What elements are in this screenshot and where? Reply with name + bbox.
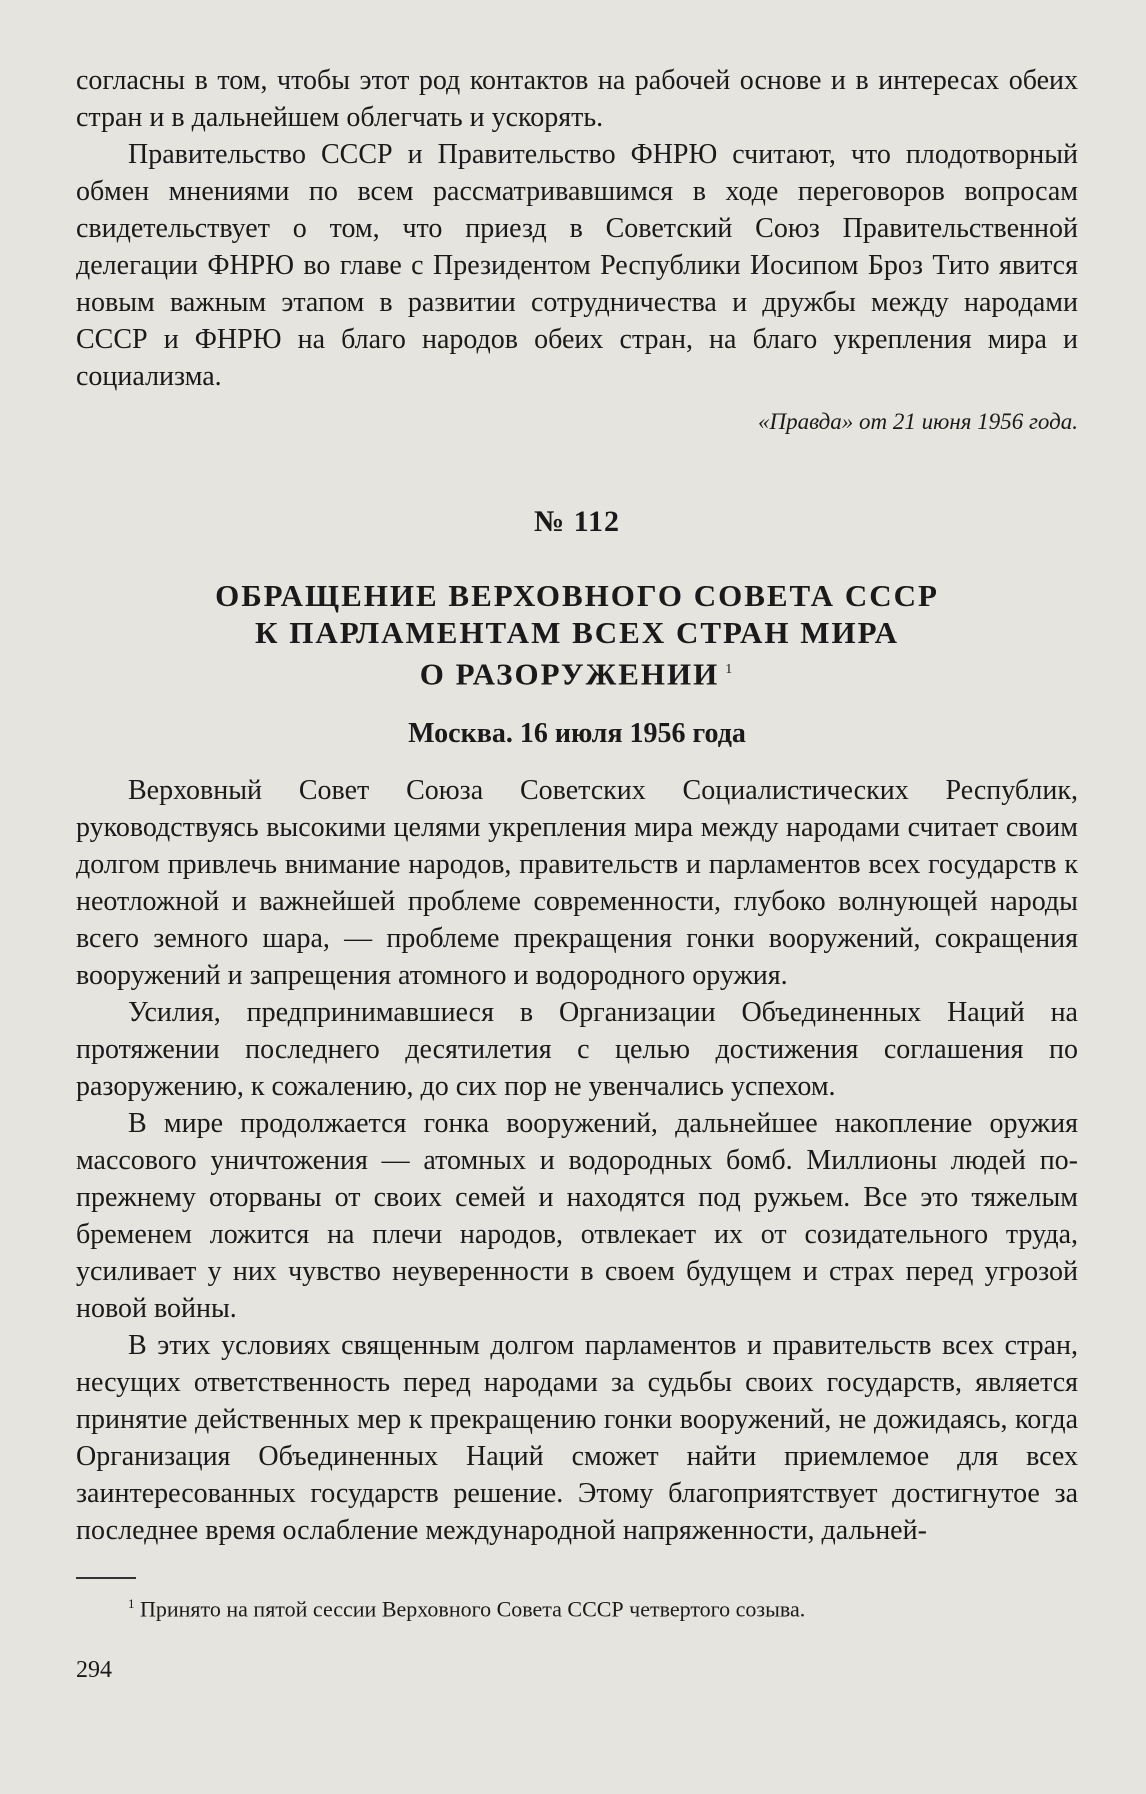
paragraph: В этих условиях священным долгом парламентов и правительств всех стран, несущих ответственность перед народами за судьбы своих государств, является принятие действенных мер к прекращению гонки вооружений, не дожидаясь, когда Организация Объединенных Наций сможет найти приемлемое для всех заинтересованных государств решение. Этому благоприятствует достигнутое за последнее время ослабление международной напряженности, дальней- bbox=[76, 1330, 1078, 1547]
title-line: О РАЗОРУЖЕНИИ bbox=[419, 656, 720, 692]
footnote-reference: 1 bbox=[725, 662, 735, 677]
title-line: К ПАРЛАМЕНТАМ ВСЕХ СТРАН МИРА bbox=[255, 615, 899, 650]
paragraph-continuation: согласны в том, чтобы этот род контактов на рабочей основе и в интересах обеих стран и в дальнейшем облегчать и ускорять. bbox=[76, 65, 1078, 133]
title-line-last bbox=[76, 651, 1078, 692]
title-line: ОБРАЩЕНИЕ ВЕРХОВНОГО СОВЕТА СССР bbox=[215, 578, 939, 613]
paragraph: Усилия, предпринимавшиеся в Организации Объединенных Наций на протяжении последнего десятилетия с целью достижения соглашения по разоружению, к сожалению, до сих пор не увенчались успехом. bbox=[76, 997, 1078, 1103]
footnote-text: Принято на пятой сессии Верховного Совета СССР четвертого созыва. bbox=[140, 1596, 806, 1622]
footnote bbox=[76, 1589, 1078, 1624]
dateline: Москва. 16 июля 1956 года bbox=[408, 718, 746, 750]
paragraph: В мире продолжается гонка вооружений, дальнейшее накопление оружия массового уничтожения — атомных и водородных бомб. Миллионы людей по-прежнему оторваны от своих семей и находятся под ружьем. Все это тяжелым бременем ложится на плечи народов, отвлекает их от созидательного труда, усиливает у них чувство неуверенности в своем будущем и страх перед угрозой новой войны. bbox=[76, 1108, 1078, 1325]
source-citation: «Правда» от 21 июня 1956 года. bbox=[757, 409, 1078, 434]
footnote-mark: 1 bbox=[128, 1596, 135, 1612]
document-number: № 112 bbox=[534, 505, 620, 538]
document-title bbox=[76, 577, 1078, 692]
footnote-divider bbox=[76, 1577, 136, 1579]
page-number: 294 bbox=[76, 1656, 112, 1683]
paragraph: Правительство СССР и Правительство ФНРЮ считают, что плодотворный обмен мнениями по всем рассматривавшимся в ходе переговоров вопросам свидетельствует о том, что приезд в Советский Союз Правительственной делегации ФНРЮ во главе с Президентом Республики Иосипом Броз Тито явится новым важным этапом в развитии сотрудничества и дружбы между народами СССР и ФНРЮ на благо народов обеих стран, на благо укрепления мира и социализма. bbox=[76, 139, 1078, 392]
paragraph: Верховный Совет Союза Советских Социалистических Республик, руководствуясь высокими целями укрепления мира между народами считает своим долгом привлечь внимание народов, правительств и парламентов всех государств к неотложной и важнейшей проблеме современности, глубоко волнующей народы всего земного шара, — проблеме прекращения гонки вооружений, сокращения вооружений и запрещения атомного и водородного оружия. bbox=[76, 775, 1078, 992]
